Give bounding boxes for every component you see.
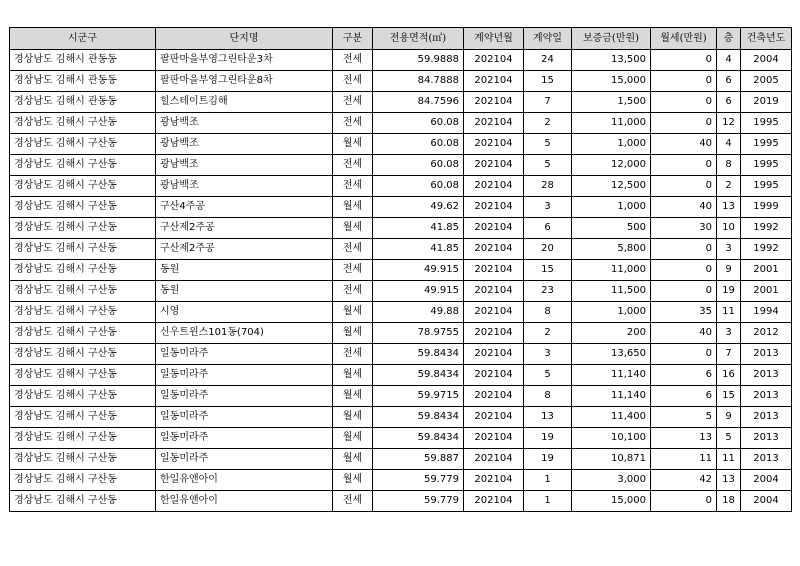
cell-floor: 6	[717, 92, 741, 113]
cell-build-year: 1999	[741, 197, 792, 218]
cell-type: 전세	[333, 491, 373, 512]
cell-type: 월세	[333, 407, 373, 428]
cell-sigungu: 경상남도 김해시 구산동	[10, 302, 156, 323]
cell-contract-month: 202104	[464, 197, 524, 218]
cell-area: 84.7888	[373, 71, 464, 92]
cell-complex-name: 동원	[156, 281, 333, 302]
cell-sigungu: 경상남도 김해시 구산동	[10, 344, 156, 365]
cell-area: 59.779	[373, 491, 464, 512]
cell-area: 78.9755	[373, 323, 464, 344]
cell-complex-name: 팔판마을부영그린타운8차	[156, 71, 333, 92]
cell-area: 59.8434	[373, 344, 464, 365]
cell-area: 59.8434	[373, 428, 464, 449]
cell-complex-name: 구산4주공	[156, 197, 333, 218]
cell-monthly-rent: 5	[651, 407, 717, 428]
cell-contract-day: 1	[524, 491, 572, 512]
cell-sigungu: 경상남도 김해시 구산동	[10, 491, 156, 512]
cell-sigungu: 경상남도 김해시 관동동	[10, 71, 156, 92]
cell-complex-name: 일동미라주	[156, 344, 333, 365]
cell-deposit: 200	[572, 323, 651, 344]
cell-area: 41.85	[373, 239, 464, 260]
cell-contract-month: 202104	[464, 260, 524, 281]
cell-sigungu: 경상남도 김해시 구산동	[10, 449, 156, 470]
cell-monthly-rent: 11	[651, 449, 717, 470]
cell-contract-month: 202104	[464, 113, 524, 134]
cell-deposit: 11,000	[572, 260, 651, 281]
cell-contract-month: 202104	[464, 239, 524, 260]
cell-build-year: 1995	[741, 155, 792, 176]
cell-floor: 10	[717, 218, 741, 239]
cell-complex-name: 구산제2주공	[156, 218, 333, 239]
cell-type: 전세	[333, 50, 373, 71]
cell-build-year: 2004	[741, 491, 792, 512]
table-row	[10, 155, 792, 176]
cell-sigungu: 경상남도 김해시 구산동	[10, 470, 156, 491]
cell-sigungu: 경상남도 김해시 구산동	[10, 155, 156, 176]
cell-area: 59.9715	[373, 386, 464, 407]
cell-complex-name: 일동미라주	[156, 407, 333, 428]
cell-complex-name: 광남백조	[156, 134, 333, 155]
cell-deposit: 13,650	[572, 344, 651, 365]
cell-sigungu: 경상남도 김해시 구산동	[10, 197, 156, 218]
cell-deposit: 10,871	[572, 449, 651, 470]
cell-monthly-rent: 6	[651, 365, 717, 386]
cell-sigungu: 경상남도 김해시 구산동	[10, 218, 156, 239]
cell-area: 60.08	[373, 113, 464, 134]
cell-deposit: 10,100	[572, 428, 651, 449]
cell-deposit: 12,000	[572, 155, 651, 176]
cell-contract-month: 202104	[464, 365, 524, 386]
cell-deposit: 1,000	[572, 302, 651, 323]
col-header-monthly-rent: 월세(만원)	[651, 28, 717, 50]
cell-contract-day: 1	[524, 470, 572, 491]
cell-floor: 19	[717, 281, 741, 302]
cell-deposit: 13,500	[572, 50, 651, 71]
cell-monthly-rent: 42	[651, 470, 717, 491]
table-row	[10, 113, 792, 134]
col-header-sigungu: 시군구	[10, 28, 156, 50]
cell-type: 전세	[333, 113, 373, 134]
cell-contract-day: 15	[524, 71, 572, 92]
cell-complex-name: 한일유앤아이	[156, 491, 333, 512]
cell-complex-name: 광남백조	[156, 176, 333, 197]
table-row	[10, 407, 792, 428]
cell-contract-month: 202104	[464, 218, 524, 239]
cell-contract-day: 8	[524, 386, 572, 407]
cell-area: 59.887	[373, 449, 464, 470]
cell-build-year: 2012	[741, 323, 792, 344]
cell-build-year: 2001	[741, 260, 792, 281]
cell-build-year: 1992	[741, 218, 792, 239]
cell-area: 59.8434	[373, 365, 464, 386]
cell-monthly-rent: 0	[651, 92, 717, 113]
cell-type: 월세	[333, 302, 373, 323]
cell-type: 월세	[333, 386, 373, 407]
table-row	[10, 302, 792, 323]
cell-build-year: 2013	[741, 344, 792, 365]
cell-monthly-rent: 35	[651, 302, 717, 323]
cell-floor: 11	[717, 449, 741, 470]
table-row	[10, 134, 792, 155]
cell-monthly-rent: 40	[651, 197, 717, 218]
cell-contract-month: 202104	[464, 71, 524, 92]
col-header-type: 구분	[333, 28, 373, 50]
cell-build-year: 1995	[741, 134, 792, 155]
cell-contract-day: 6	[524, 218, 572, 239]
cell-floor: 9	[717, 260, 741, 281]
cell-sigungu: 경상남도 김해시 구산동	[10, 365, 156, 386]
cell-build-year: 1994	[741, 302, 792, 323]
cell-floor: 8	[717, 155, 741, 176]
cell-contract-month: 202104	[464, 176, 524, 197]
cell-complex-name: 광남백조	[156, 155, 333, 176]
table-row	[10, 386, 792, 407]
cell-floor: 11	[717, 302, 741, 323]
cell-build-year: 1992	[741, 239, 792, 260]
cell-deposit: 500	[572, 218, 651, 239]
cell-monthly-rent: 13	[651, 428, 717, 449]
cell-contract-day: 15	[524, 260, 572, 281]
cell-contract-month: 202104	[464, 344, 524, 365]
cell-build-year: 2001	[741, 281, 792, 302]
col-header-floor: 층	[717, 28, 741, 50]
cell-deposit: 15,000	[572, 491, 651, 512]
table-row	[10, 239, 792, 260]
cell-contract-month: 202104	[464, 407, 524, 428]
transaction-table	[9, 27, 792, 512]
cell-floor: 18	[717, 491, 741, 512]
cell-contract-month: 202104	[464, 302, 524, 323]
cell-build-year: 2005	[741, 71, 792, 92]
cell-complex-name: 팔판마을부영그린타운3차	[156, 50, 333, 71]
cell-contract-day: 5	[524, 155, 572, 176]
cell-floor: 13	[717, 197, 741, 218]
table-row	[10, 218, 792, 239]
cell-complex-name: 구산제2주공	[156, 239, 333, 260]
cell-deposit: 1,000	[572, 197, 651, 218]
cell-area: 41.85	[373, 218, 464, 239]
cell-contract-month: 202104	[464, 470, 524, 491]
cell-sigungu: 경상남도 김해시 구산동	[10, 134, 156, 155]
cell-monthly-rent: 0	[651, 71, 717, 92]
col-header-contract-day: 계약일	[524, 28, 572, 50]
cell-floor: 6	[717, 71, 741, 92]
cell-complex-name: 일동미라주	[156, 449, 333, 470]
cell-contract-month: 202104	[464, 281, 524, 302]
cell-type: 월세	[333, 365, 373, 386]
cell-floor: 12	[717, 113, 741, 134]
cell-build-year: 2013	[741, 386, 792, 407]
table-row	[10, 491, 792, 512]
cell-monthly-rent: 6	[651, 386, 717, 407]
cell-type: 전세	[333, 71, 373, 92]
cell-build-year: 2013	[741, 428, 792, 449]
cell-sigungu: 경상남도 김해시 구산동	[10, 407, 156, 428]
table-row	[10, 260, 792, 281]
table-row	[10, 428, 792, 449]
cell-area: 49.915	[373, 281, 464, 302]
cell-deposit: 15,000	[572, 71, 651, 92]
cell-complex-name: 광남백조	[156, 113, 333, 134]
cell-monthly-rent: 0	[651, 50, 717, 71]
cell-contract-month: 202104	[464, 50, 524, 71]
cell-contract-month: 202104	[464, 491, 524, 512]
cell-contract-day: 19	[524, 428, 572, 449]
cell-area: 59.779	[373, 470, 464, 491]
cell-area: 49.62	[373, 197, 464, 218]
cell-build-year: 2004	[741, 470, 792, 491]
cell-monthly-rent: 0	[651, 113, 717, 134]
cell-build-year: 2004	[741, 50, 792, 71]
cell-contract-day: 3	[524, 344, 572, 365]
col-header-build-year: 건축년도	[741, 28, 792, 50]
cell-contract-month: 202104	[464, 134, 524, 155]
cell-monthly-rent: 0	[651, 281, 717, 302]
cell-area: 49.915	[373, 260, 464, 281]
cell-build-year: 2013	[741, 407, 792, 428]
cell-floor: 5	[717, 428, 741, 449]
col-header-deposit: 보증금(만원)	[572, 28, 651, 50]
cell-build-year: 1995	[741, 176, 792, 197]
cell-complex-name: 동원	[156, 260, 333, 281]
cell-floor: 13	[717, 470, 741, 491]
cell-complex-name: 일동미라주	[156, 365, 333, 386]
cell-deposit: 11,000	[572, 113, 651, 134]
table-row	[10, 71, 792, 92]
table-row	[10, 470, 792, 491]
cell-complex-name: 일동미라주	[156, 386, 333, 407]
cell-area: 59.9888	[373, 50, 464, 71]
cell-monthly-rent: 0	[651, 344, 717, 365]
col-header-contract-month: 계약년월	[464, 28, 524, 50]
cell-deposit: 11,500	[572, 281, 651, 302]
table-row	[10, 50, 792, 71]
cell-area: 59.8434	[373, 407, 464, 428]
cell-floor: 16	[717, 365, 741, 386]
cell-type: 전세	[333, 92, 373, 113]
cell-contract-month: 202104	[464, 323, 524, 344]
cell-area: 49.88	[373, 302, 464, 323]
table-row	[10, 344, 792, 365]
cell-type: 월세	[333, 470, 373, 491]
cell-floor: 2	[717, 176, 741, 197]
cell-build-year: 2013	[741, 365, 792, 386]
cell-contract-day: 24	[524, 50, 572, 71]
cell-complex-name: 일동미라주	[156, 428, 333, 449]
cell-deposit: 1,500	[572, 92, 651, 113]
cell-sigungu: 경상남도 김해시 구산동	[10, 113, 156, 134]
table-row	[10, 365, 792, 386]
cell-floor: 4	[717, 134, 741, 155]
cell-area: 60.08	[373, 176, 464, 197]
col-header-area: 전용면적(㎡)	[373, 28, 464, 50]
cell-deposit: 1,000	[572, 134, 651, 155]
cell-type: 월세	[333, 428, 373, 449]
cell-complex-name: 시영	[156, 302, 333, 323]
cell-contract-month: 202104	[464, 92, 524, 113]
cell-deposit: 11,400	[572, 407, 651, 428]
cell-contract-day: 13	[524, 407, 572, 428]
table-row	[10, 176, 792, 197]
cell-floor: 3	[717, 239, 741, 260]
cell-contract-day: 8	[524, 302, 572, 323]
cell-type: 전세	[333, 260, 373, 281]
cell-monthly-rent: 40	[651, 134, 717, 155]
cell-contract-day: 19	[524, 449, 572, 470]
cell-type: 월세	[333, 323, 373, 344]
cell-monthly-rent: 30	[651, 218, 717, 239]
cell-build-year: 2019	[741, 92, 792, 113]
cell-contract-day: 5	[524, 134, 572, 155]
cell-floor: 7	[717, 344, 741, 365]
cell-type: 전세	[333, 155, 373, 176]
cell-area: 60.08	[373, 134, 464, 155]
cell-type: 전세	[333, 239, 373, 260]
cell-contract-day: 2	[524, 113, 572, 134]
cell-monthly-rent: 0	[651, 260, 717, 281]
cell-deposit: 11,140	[572, 386, 651, 407]
cell-monthly-rent: 0	[651, 491, 717, 512]
cell-build-year: 2013	[741, 449, 792, 470]
cell-monthly-rent: 0	[651, 176, 717, 197]
cell-deposit: 5,800	[572, 239, 651, 260]
cell-type: 월세	[333, 197, 373, 218]
cell-complex-name: 힐스테이트김해	[156, 92, 333, 113]
cell-complex-name: 신우트윈스101동(704)	[156, 323, 333, 344]
cell-floor: 15	[717, 386, 741, 407]
cell-area: 84.7596	[373, 92, 464, 113]
cell-contract-month: 202104	[464, 428, 524, 449]
cell-deposit: 11,140	[572, 365, 651, 386]
cell-sigungu: 경상남도 김해시 관동동	[10, 50, 156, 71]
cell-contract-day: 23	[524, 281, 572, 302]
cell-type: 전세	[333, 281, 373, 302]
cell-type: 월세	[333, 218, 373, 239]
cell-floor: 4	[717, 50, 741, 71]
cell-complex-name: 한일유앤아이	[156, 470, 333, 491]
table-row	[10, 323, 792, 344]
cell-contract-day: 3	[524, 197, 572, 218]
cell-type: 전세	[333, 176, 373, 197]
cell-build-year: 1995	[741, 113, 792, 134]
col-header-complex: 단지명	[156, 28, 333, 50]
cell-floor: 9	[717, 407, 741, 428]
cell-contract-month: 202104	[464, 386, 524, 407]
table-row	[10, 449, 792, 470]
table-row	[10, 92, 792, 113]
cell-monthly-rent: 0	[651, 239, 717, 260]
cell-sigungu: 경상남도 김해시 관동동	[10, 92, 156, 113]
table-row	[10, 197, 792, 218]
cell-sigungu: 경상남도 김해시 구산동	[10, 176, 156, 197]
header-row	[10, 28, 792, 50]
cell-contract-day: 7	[524, 92, 572, 113]
cell-contract-day: 2	[524, 323, 572, 344]
cell-deposit: 3,000	[572, 470, 651, 491]
cell-type: 전세	[333, 344, 373, 365]
cell-deposit: 12,500	[572, 176, 651, 197]
cell-contract-month: 202104	[464, 449, 524, 470]
table-body	[10, 50, 792, 512]
cell-floor: 3	[717, 323, 741, 344]
cell-contract-day: 28	[524, 176, 572, 197]
cell-sigungu: 경상남도 김해시 구산동	[10, 428, 156, 449]
cell-contract-day: 5	[524, 365, 572, 386]
cell-type: 월세	[333, 449, 373, 470]
cell-contract-month: 202104	[464, 155, 524, 176]
cell-sigungu: 경상남도 김해시 구산동	[10, 239, 156, 260]
cell-type: 월세	[333, 134, 373, 155]
cell-area: 60.08	[373, 155, 464, 176]
cell-sigungu: 경상남도 김해시 구산동	[10, 386, 156, 407]
table-row	[10, 281, 792, 302]
cell-sigungu: 경상남도 김해시 구산동	[10, 260, 156, 281]
cell-monthly-rent: 40	[651, 323, 717, 344]
cell-sigungu: 경상남도 김해시 구산동	[10, 281, 156, 302]
cell-contract-day: 20	[524, 239, 572, 260]
cell-monthly-rent: 0	[651, 155, 717, 176]
cell-sigungu: 경상남도 김해시 구산동	[10, 323, 156, 344]
